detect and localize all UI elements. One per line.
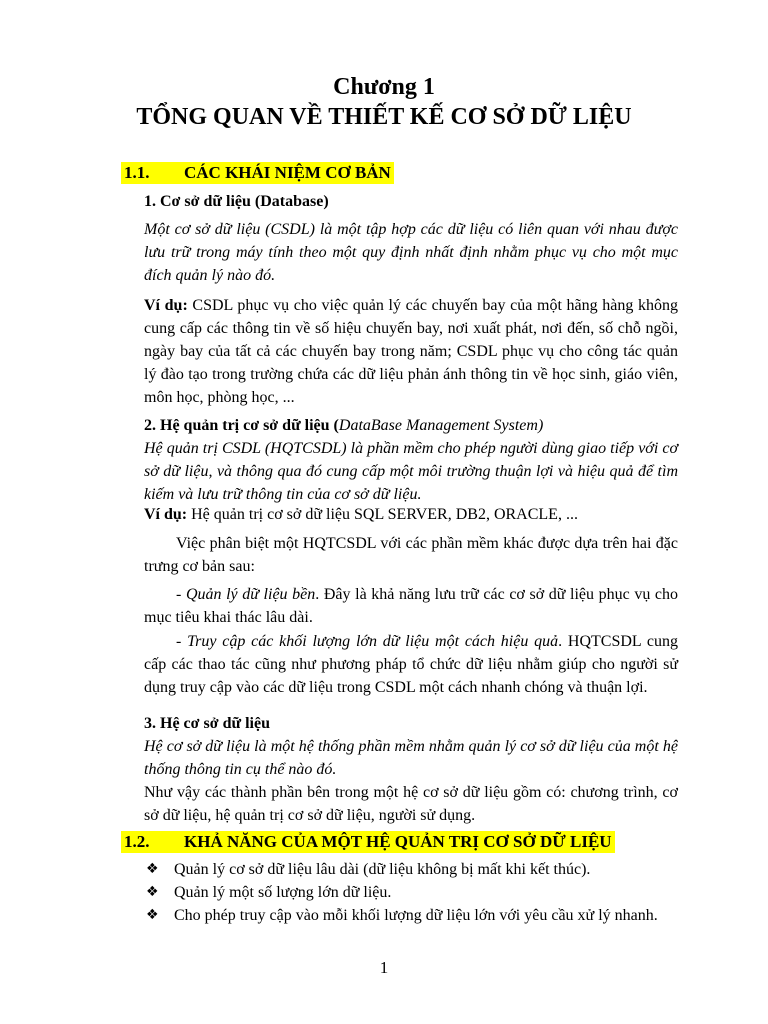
example-text: Hệ quản trị cơ sở dữ liệu SQL SERVER, DB2, ORACLE, ... xyxy=(187,506,578,523)
db-system-definition: Hệ cơ sở dữ liệu là một hệ thống phần mềm nhằm quản lý cơ sở dữ liệu của một hệ thống thông tin cụ thể nào đó. xyxy=(144,738,678,778)
section-heading-1-1 xyxy=(121,162,394,184)
section-title: KHẢ NĂNG CỦA MỘT HỆ QUẢN TRỊ CƠ SỞ DỮ LIỆU xyxy=(184,832,612,851)
subheading-db-system: 3. Hệ cơ sở dữ liệu xyxy=(144,715,270,732)
section-title: CÁC KHÁI NIỆM CƠ BẢN xyxy=(184,163,391,182)
list-item xyxy=(146,858,678,881)
section-number: 1.2. xyxy=(124,832,150,851)
list-item-text: Quản lý cơ sở dữ liệu lâu dài (dữ liệu không bị mất khi kết thúc). xyxy=(174,861,591,878)
dash: - xyxy=(176,633,188,650)
subheading-dbms xyxy=(144,414,678,437)
dbms-example xyxy=(144,503,678,526)
list-item-text: Cho phép truy cập vào mỗi khối lượng dữ liệu lớn với yêu cầu xử lý nhanh. xyxy=(174,907,658,924)
page-number: 1 xyxy=(379,958,389,977)
subheading-database: 1. Cơ sở dữ liệu (Database) xyxy=(144,193,329,210)
database-definition: Một cơ sở dữ liệu (CSDL) là một tập hợp các dữ liệu có liên quan với nhau được lưu trữ trong máy tính theo một quy định nhất định nhằm phục vụ cho một mục đích quản lý nào đó. xyxy=(144,221,678,284)
dbms-point-1 xyxy=(144,583,678,629)
dbms-intro: Việc phân biệt một HQTCSDL với các phần mềm khác được dựa trên hai đặc trưng cơ bản sau: xyxy=(144,535,678,575)
list-item-text: Quản lý một số lượng lớn dữ liệu. xyxy=(174,884,392,901)
dbms-point-2 xyxy=(144,630,678,699)
example-label: Ví dụ: xyxy=(144,297,188,314)
database-example xyxy=(144,294,678,409)
chapter-title: TỔNG QUAN VỀ THIẾT KẾ CƠ SỞ DỮ LIỆU xyxy=(136,104,632,130)
chapter-number: Chương 1 xyxy=(333,74,435,100)
dbms-heading-bold: 2. Hệ quản trị cơ sở dữ liệu ( xyxy=(144,417,339,434)
dbms-definition: Hệ quản trị CSDL (HQTCSDL) là phần mềm cho phép người dùng giao tiếp với cơ sở dữ liệu, và thông qua đó cung cấp một môi trường thuận lợi và hiệu quả để tìm kiếm và lưu trữ thông tin của cơ sở dữ liệu. xyxy=(144,440,678,503)
diamond-bullet-icon: ❖ xyxy=(146,884,159,900)
example-text: CSDL phục vụ cho việc quản lý các chuyến bay của một hãng hàng không cung cấp các thông tin về số hiệu chuyến bay, nơi xuất phát, nơi đến, số chỗ ngồi, ngày bay của tất cả các chuyến bay trong năm; CSDL phục vụ cho công tác quản lý đào tạo trong trường chứa các dữ liệu phản ánh thông tin về học sinh, giáo viên, môn học, phòng học, ... xyxy=(144,297,679,406)
db-system-text: Như vậy các thành phần bên trong một hệ cơ sở dữ liệu gồm có: chương trình, cơ sở dữ liệu, hệ quản trị cơ sở dữ liệu, người sử dụng. xyxy=(144,784,678,824)
section-number: 1.1. xyxy=(124,163,150,182)
diamond-bullet-icon: ❖ xyxy=(146,907,159,923)
example-label: Ví dụ: xyxy=(144,506,188,523)
section-heading-1-2 xyxy=(121,831,615,853)
list-item xyxy=(146,904,678,927)
diamond-bullet-icon: ❖ xyxy=(146,861,159,877)
dash: - xyxy=(176,586,186,603)
point-2-italic: Truy cập các khối lượng lớn dữ liệu một cách hiệu quả xyxy=(187,633,559,650)
dbms-heading-italic: DataBase Management System) xyxy=(338,417,544,434)
list-item xyxy=(146,881,678,904)
point-1-italic: Quản lý dữ liệu bền xyxy=(185,586,316,603)
point-2-text: . HQTCSDL cung cấp các thao tác cũng như phương pháp tổ chức dữ liệu nhằm giúp cho người sử dụng truy cập vào các dữ liệu trong CSDL một cách nhanh chóng và thuận lợi. xyxy=(144,633,679,696)
point-1-text: . Đây là khả năng lưu trữ các cơ sở dữ liệu phục vụ cho mục tiêu khai thác lâu dài. xyxy=(144,586,679,626)
